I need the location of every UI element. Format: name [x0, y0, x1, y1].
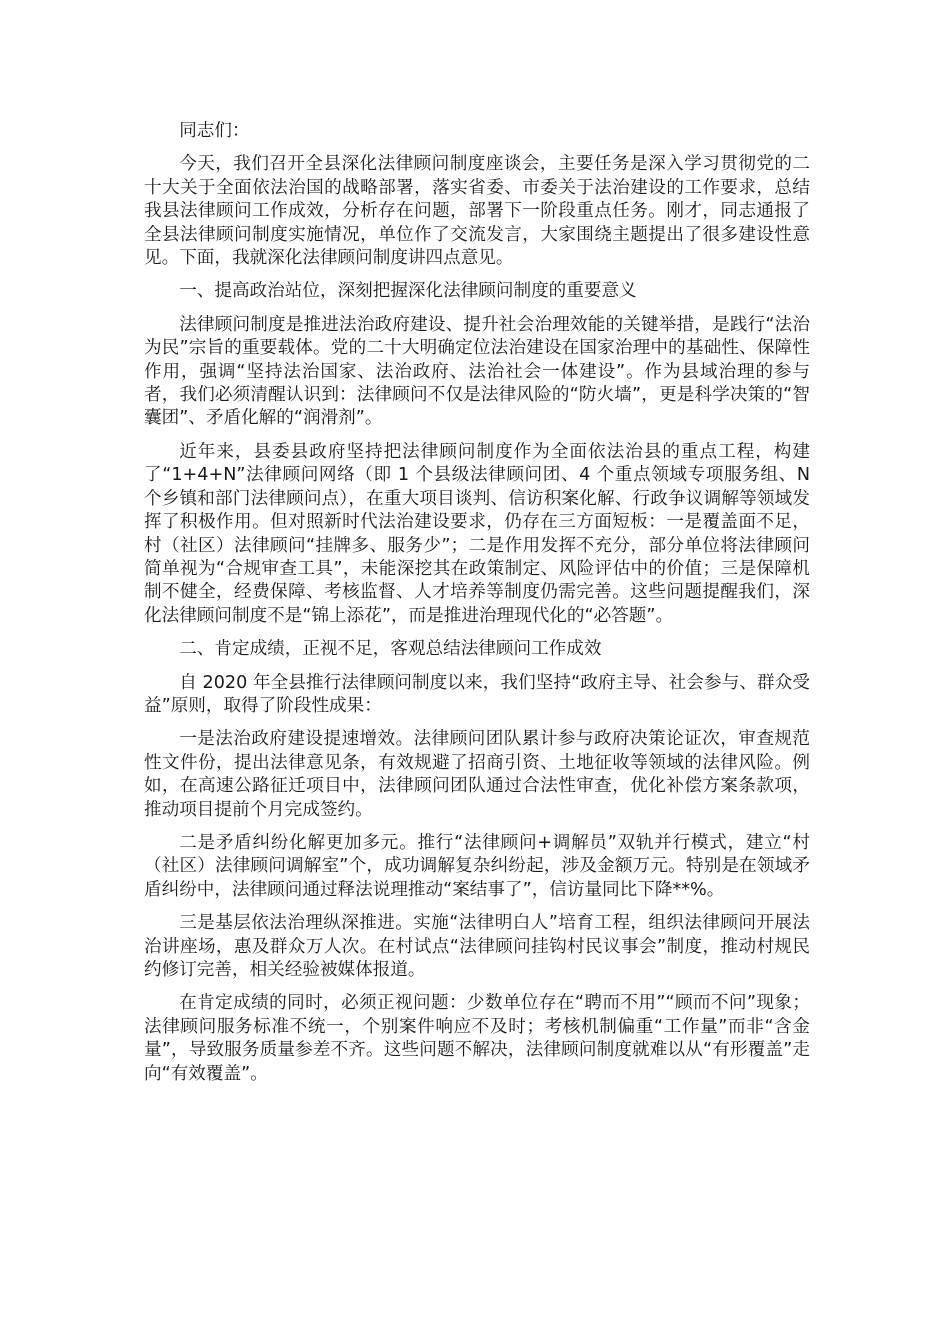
section-heading-1: 一、提高政治站位，深刻把握深化法律顾问制度的重要意义 — [179, 281, 637, 302]
body-paragraph: 自 2020 年全县推行法律顾问制度以来，我们坚持“政府主导、社会参与、群众受益”原则，取得了阶段性成果： — [144, 672, 810, 716]
body-paragraph: 三是基层依法治理纵深推进。实施“法律明白人”培育工程，组织法律顾问开展法治讲座场，惠及群众万人次。在村试点“法律顾问挂钩村民议事会”制度，推动村规民约修订完善，相关经验被媒体报道。 — [144, 913, 810, 980]
document-body — [144, 120, 810, 1096]
body-paragraph: 二是矛盾纠纷化解更加多元。推行“法律顾问+调解员”双轨并行模式，建立“村（社区）法律顾问调解室”个，成功调解复杂纠纷起，涉及金额万元。特别是在领域矛盾纠纷中，法律顾问通过释法说理推动“案结事了”，信访量同比下降**%。 — [144, 832, 810, 900]
body-paragraph: 一是法治政府建设提速增效。法律顾问团队累计参与政府决策论证次，审查规范性文件份，提出法律意见条，有效规避了招商引资、土地征收等领域的法律风险。例如，在高速公路征迁项目中，法律顾问团队通过合法性审查，优化补偿方案条款项，推动项目提前个月完成签约。 — [144, 729, 810, 820]
body-paragraph: 在肯定成绩的同时，必须正视问题：少数单位存在“聘而不用”“顾而不问”现象；法律顾问服务标准不统一，个别案件响应不及时；考核机制偏重“工作量”而非“含金量”，导致服务质量参差不齐。这些问题不解决，法律顾问制度就难以从“有形覆盖”走向“有效覆盖”。 — [144, 993, 810, 1084]
salutation: 同志们： — [179, 121, 250, 141]
body-paragraph: 近年来，县委县政府坚持把法律顾问制度作为全面依法治县的重点工程，构建了“1+4+N”法律顾问网络（即 1 个县级法律顾问团、4 个重点领域专项服务组、N 个乡镇和部门法律顾问点），在重大项目谈判、信访积案化解、行政争议调解等领域发挥了积极作用。但对照新时代法治建设要求，仍存在三方面短板：一是覆盖面不足，村（社区）法律顾问“挂牌多、服务少”；二是作用发挥不充分，部分单位将法律顾问简单视为“合规审查工具”，未能深挖其在政策制定、风险评估中的价值；三是保障机制不健全，经费保障、考核监督、人才培养等制度仍需完善。这些问题提醒我们，深化法律顾问制度不是“锦上添花”，而是推进治理现代化的“必答题”。 — [144, 441, 810, 626]
opening-paragraph: 今天，我们召开全县深化法律顾问制度座谈会，主要任务是深入学习贯彻党的二十大关于全面依法治国的战略部署，落实省委、市委关于法治建设的工作要求，总结我县法律顾问工作成效，分析存在问题，部署下一阶段重点任务。刚才，同志通报了全县法律顾问制度实施情况，单位作了交流发言，大家围绕主题提出了很多建设性意见。下面，我就深化法律顾问制度讲四点意见。 — [144, 154, 810, 269]
section-heading-2: 二、肯定成绩，正视不足，客观总结法律顾问工作成效 — [179, 639, 602, 660]
body-paragraph: 法律顾问制度是推进法治政府建设、提升社会治理效能的关键举措，是践行“法治为民”宗旨的重要载体。党的二十大明确定位法治建设在国家治理中的基础性、保障性作用，强调“坚持法治国家、法治政府、法治社会一体建设”。作为县域治理的参与者，我们必须清醒认识到：法律顾问不仅是法律风险的“防火墙”，更是科学决策的“智囊团”、矛盾化解的“润滑剂”。 — [144, 314, 810, 429]
